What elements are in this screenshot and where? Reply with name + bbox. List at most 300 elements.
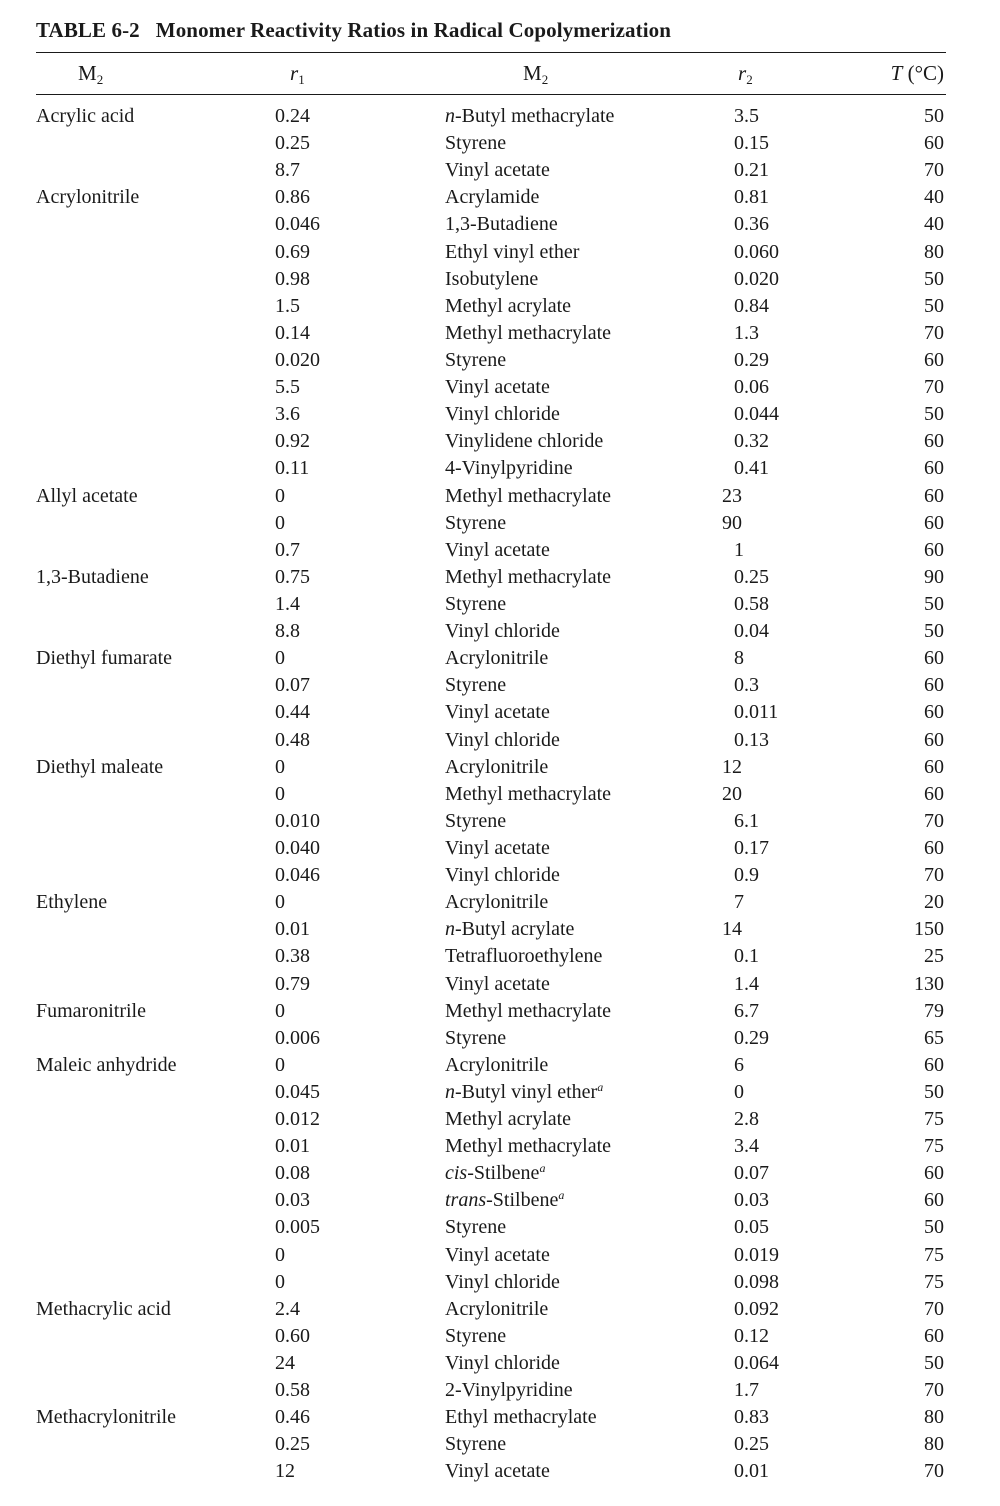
temperature-cell: 70 [924, 1460, 944, 1483]
monomer-2-name: Acrylonitrile [445, 755, 549, 778]
temperature-cell: 50 [924, 1352, 944, 1375]
temperature-cell: 75 [924, 1108, 944, 1131]
r1-cell: 0.010 [275, 809, 320, 832]
monomer-2-cell [445, 1458, 550, 1485]
r2-cell: 0.9 [734, 864, 759, 887]
r1-cell: 0.46 [275, 1406, 310, 1429]
table-row [0, 1431, 1000, 1458]
r2-cell: 0.58 [734, 592, 769, 615]
footnote-marker: a [539, 1161, 546, 1176]
monomer-2-cell [445, 211, 558, 238]
r1-cell: 0.7 [275, 538, 300, 561]
monomer-1-cell: Acrylic acid [36, 105, 135, 127]
header-monomer-1: $M_2$ [78, 61, 104, 87]
monomer-2-cell [445, 998, 611, 1025]
monomer-2-name: Methyl methacrylate [445, 999, 612, 1022]
table-row [0, 1214, 1000, 1241]
monomer-1-cell: 1,3-Butadiene [36, 565, 149, 588]
r1-cell: 0.006 [275, 1026, 320, 1049]
monomer-2-name: Methyl acrylate [445, 294, 572, 317]
r2-cell: 1 [734, 538, 744, 561]
monomer-2-cell [445, 455, 573, 482]
r2-cell: 0.84 [734, 294, 769, 317]
monomer-2-name: Vinyl chloride [445, 620, 560, 643]
monomer-2-cell [445, 1025, 506, 1052]
monomer-2-name: Ethyl methacrylate [445, 1406, 597, 1429]
monomer-1-cell: Maleic anhydride [36, 1053, 177, 1076]
table-row [0, 971, 1000, 998]
monomer-2-cell [445, 428, 603, 455]
monomer-2-name: Vinyl acetate [445, 972, 550, 995]
temperature-cell: 50 [924, 267, 944, 290]
r2-cell: 23 [722, 484, 742, 507]
temperature-cell: 40 [924, 186, 944, 209]
r1-cell: 0.58 [275, 1379, 310, 1402]
r2-cell: 0.41 [734, 457, 769, 480]
monomer-2-name: Vinyl acetate [445, 836, 550, 859]
table-row [0, 1404, 1000, 1431]
temperature-cell: 60 [924, 1324, 944, 1347]
monomer-2-cell [445, 293, 571, 320]
table-row [0, 537, 1000, 564]
monomer-2-name: Vinyl chloride [445, 403, 560, 426]
temperature-cell: 70 [924, 376, 944, 399]
monomer-1-cell: Diethyl fumarate [36, 647, 173, 670]
temperature-cell: 60 [924, 1053, 944, 1076]
r1-cell: 0.24 [275, 105, 310, 127]
monomer-2-cell [445, 1377, 573, 1404]
temperature-cell: 20 [924, 891, 944, 914]
monomer-2-name: Vinyl chloride [445, 728, 560, 751]
r2-cell: 0 [734, 1080, 744, 1103]
r2-cell: 0.12 [734, 1324, 769, 1347]
r1-cell: 0 [275, 891, 285, 914]
r1-cell: 0.60 [275, 1324, 310, 1347]
monomer-2-name: 1,3-Butadiene [445, 213, 558, 236]
monomer-2-name: Methyl methacrylate [445, 565, 612, 588]
temperature-cell: 60 [924, 647, 944, 670]
table-row [0, 645, 1000, 672]
monomer-1-cell: Methacrylic acid [36, 1297, 171, 1320]
r1-cell: 0.79 [275, 972, 310, 995]
monomer-2-cell [445, 401, 560, 428]
r2-cell: 0.25 [734, 565, 769, 588]
r1-cell: 1.4 [275, 592, 300, 615]
temperature-cell: 60 [924, 457, 944, 480]
monomer-2-name: Styrene [445, 809, 507, 832]
r1-cell: 0.08 [275, 1162, 310, 1185]
r1-cell: 0 [275, 1243, 285, 1266]
table-row [0, 808, 1000, 835]
r1-cell: 0.25 [275, 1433, 310, 1456]
temperature-cell: 70 [924, 159, 944, 182]
r1-cell: 0.92 [275, 430, 310, 453]
r1-cell: 0 [275, 484, 285, 507]
monomer-2-name: Acrylonitrile [445, 891, 549, 914]
r1-cell: 0 [275, 999, 285, 1022]
temperature-cell: 60 [924, 132, 944, 155]
r1-cell: 0 [275, 1270, 285, 1293]
table-caption: Monomer Reactivity Ratios in Radical Copolymerization [155, 18, 672, 42]
monomer-1-cell: Allyl acetate [36, 484, 138, 507]
monomer-2-cell [445, 184, 539, 211]
monomer-2-cell [445, 754, 548, 781]
temperature-cell: 60 [924, 755, 944, 778]
table-row [0, 1458, 1000, 1485]
footnote-marker: a [597, 1079, 604, 1094]
table-row [0, 1106, 1000, 1133]
monomer-2-cell [445, 347, 506, 374]
table-row [0, 320, 1000, 347]
monomer-2-cell [445, 1296, 548, 1323]
r1-cell: 0 [275, 511, 285, 534]
r1-cell: 0 [275, 755, 285, 778]
temperature-cell: 50 [924, 592, 944, 615]
r1-cell: 24 [275, 1352, 295, 1375]
r2-cell: 0.064 [734, 1352, 779, 1375]
r1-cell: 3.6 [275, 403, 300, 426]
monomer-2-name: -Stilbene [486, 1189, 559, 1212]
monomer-2-cell [445, 157, 550, 184]
table-row [0, 374, 1000, 401]
monomer-1-cell: Methacrylonitrile [36, 1406, 176, 1429]
monomer-2-name: Methyl acrylate [445, 1108, 572, 1131]
r1-cell: 0.020 [275, 348, 320, 371]
monomer-2-cell [445, 1404, 597, 1431]
monomer-2-name: Tetrafluoroethylene [445, 945, 603, 968]
r1-cell: 0.012 [275, 1108, 320, 1131]
table-row [0, 672, 1000, 699]
monomer-2-name: Styrene [445, 132, 507, 155]
monomer-2-prefix: n [445, 105, 455, 127]
temperature-cell: 65 [924, 1026, 944, 1049]
monomer-2-name: Acrylonitrile [445, 1297, 549, 1320]
monomer-2-cell [445, 564, 611, 591]
monomer-2-cell [445, 239, 579, 266]
monomer-2-cell [445, 672, 506, 699]
temperature-cell: 60 [924, 728, 944, 751]
r1-cell: 0.01 [275, 1135, 310, 1158]
monomer-2-cell [445, 483, 611, 510]
monomer-2-name: Acrylonitrile [445, 647, 549, 670]
r1-cell: 0.44 [275, 701, 310, 724]
monomer-2-name: Styrene [445, 511, 507, 534]
monomer-2-cell [445, 645, 548, 672]
monomer-2-cell [445, 130, 506, 157]
monomer-2-name: Vinylidene chloride [445, 430, 604, 453]
temperature-cell: 70 [924, 1297, 944, 1320]
monomer-2-cell [445, 808, 506, 835]
table-row [0, 727, 1000, 754]
r2-cell: 1.7 [734, 1379, 759, 1402]
r2-cell: 0.044 [734, 403, 779, 426]
r2-cell: 8 [734, 647, 744, 670]
r2-cell: 6 [734, 1053, 744, 1076]
r2-cell: 0.020 [734, 267, 779, 290]
monomer-2-name: Vinyl chloride [445, 864, 560, 887]
top-rule [36, 52, 946, 53]
monomer-2-cell [445, 103, 614, 130]
monomer-2-name: Ethyl vinyl ether [445, 240, 580, 263]
monomer-2-cell [445, 727, 560, 754]
monomer-2-cell [445, 1079, 603, 1106]
table-row [0, 916, 1000, 943]
r2-cell: 2.8 [734, 1108, 759, 1131]
monomer-2-name: Vinyl acetate [445, 159, 550, 182]
r2-cell: 0.01 [734, 1460, 769, 1483]
r2-cell: 3.5 [734, 105, 759, 127]
r2-cell: 0.092 [734, 1297, 779, 1320]
r2-cell: 0.21 [734, 159, 769, 182]
temperature-cell: 60 [924, 1162, 944, 1185]
table-row [0, 455, 1000, 482]
temperature-cell: 60 [924, 484, 944, 507]
temperature-cell: 50 [924, 1216, 944, 1239]
monomer-2-prefix: cis [445, 1162, 468, 1185]
monomer-2-cell [445, 510, 506, 537]
monomer-2-name: Styrene [445, 1026, 507, 1049]
footnote-marker: a [558, 1188, 565, 1203]
r2-cell: 0.1 [734, 945, 759, 968]
r1-cell: 0.86 [275, 186, 310, 209]
table-row [0, 889, 1000, 916]
r1-cell: 0.25 [275, 132, 310, 155]
r2-cell: 0.03 [734, 1189, 769, 1212]
temperature-cell: 60 [924, 348, 944, 371]
monomer-2-name: Vinyl acetate [445, 538, 550, 561]
table-row [0, 428, 1000, 455]
monomer-2-name: -Butyl vinyl ether [455, 1080, 598, 1103]
table-row [0, 1052, 1000, 1079]
r1-cell: 0.14 [275, 321, 310, 344]
table-row [0, 239, 1000, 266]
table-row [0, 510, 1000, 537]
r2-cell: 7 [734, 891, 744, 914]
table-row [0, 943, 1000, 970]
monomer-1-cell: Ethylene [36, 891, 108, 914]
table-row [0, 1079, 1000, 1106]
r2-cell: 0.29 [734, 1026, 769, 1049]
monomer-2-cell [445, 1214, 506, 1241]
temperature-cell: 50 [924, 1080, 944, 1103]
header-monomer-2: $M_2$ [523, 61, 549, 87]
monomer-2-name: 2-Vinylpyridine [445, 1379, 573, 1402]
r1-cell: 0.046 [275, 213, 320, 236]
table-row [0, 835, 1000, 862]
table-title [36, 18, 671, 43]
monomer-2-cell [445, 591, 506, 618]
temperature-cell: 60 [924, 430, 944, 453]
temperature-cell: 90 [924, 565, 944, 588]
temperature-cell: 70 [924, 864, 944, 887]
monomer-2-name: Vinyl acetate [445, 376, 550, 399]
r1-cell: 0.005 [275, 1216, 320, 1239]
temperature-cell: 50 [924, 294, 944, 317]
monomer-2-name: Styrene [445, 592, 507, 615]
monomer-2-prefix: n [445, 918, 455, 941]
r2-cell: 0.83 [734, 1406, 769, 1429]
table-body [0, 103, 1000, 1486]
monomer-2-name: 4-Vinylpyridine [445, 457, 573, 480]
table-row [0, 1269, 1000, 1296]
header-r1: $r_1$ [290, 61, 305, 87]
r1-cell: 8.8 [275, 620, 300, 643]
r2-cell: 0.25 [734, 1433, 769, 1456]
header-r2: $r_2$ [738, 61, 753, 87]
r2-cell: 0.81 [734, 186, 769, 209]
r1-cell: 0.48 [275, 728, 310, 751]
monomer-2-cell [445, 1106, 571, 1133]
monomer-2-cell [445, 1160, 545, 1187]
table-row [0, 781, 1000, 808]
r1-cell: 1.5 [275, 294, 300, 317]
temperature-cell: 75 [924, 1135, 944, 1158]
table-row [0, 347, 1000, 374]
r1-cell: 0.040 [275, 836, 320, 859]
temperature-cell: 75 [924, 1270, 944, 1293]
header-rule [36, 94, 946, 95]
temperature-cell: 70 [924, 321, 944, 344]
r1-cell: 12 [275, 1460, 295, 1483]
r2-cell: 6.7 [734, 999, 759, 1022]
monomer-2-cell [445, 1133, 611, 1160]
r1-cell: 0 [275, 647, 285, 670]
temperature-cell: 70 [924, 1379, 944, 1402]
table-row [0, 618, 1000, 645]
table-row [0, 1187, 1000, 1214]
table-number: TABLE 6-2 [36, 18, 140, 42]
monomer-1-cell: Fumaronitrile [36, 999, 146, 1022]
monomer-2-cell [445, 1350, 560, 1377]
r2-cell: 0.13 [734, 728, 769, 751]
r1-cell: 0.38 [275, 945, 310, 968]
r1-cell: 0.01 [275, 918, 310, 941]
temperature-cell: 80 [924, 240, 944, 263]
r2-cell: 0.36 [734, 213, 769, 236]
temperature-cell: 75 [924, 1243, 944, 1266]
monomer-2-cell [445, 835, 550, 862]
r2-cell: 0.3 [734, 674, 759, 697]
r2-cell: 0.32 [734, 430, 769, 453]
table-row [0, 564, 1000, 591]
temperature-cell: 80 [924, 1433, 944, 1456]
table-row [0, 1242, 1000, 1269]
monomer-2-cell [445, 266, 538, 293]
r1-cell: 2.4 [275, 1297, 300, 1320]
monomer-2-name: -Butyl methacrylate [455, 105, 615, 127]
monomer-2-cell [445, 320, 611, 347]
table-row [0, 1350, 1000, 1377]
monomer-2-name: Vinyl acetate [445, 701, 550, 724]
temperature-cell: 60 [924, 782, 944, 805]
monomer-2-name: Methyl methacrylate [445, 321, 612, 344]
temperature-cell: 80 [924, 1406, 944, 1429]
temperature-cell: 60 [924, 701, 944, 724]
monomer-2-cell [445, 862, 560, 889]
r2-cell: 0.060 [734, 240, 779, 263]
temperature-cell: 60 [924, 674, 944, 697]
monomer-2-cell [445, 781, 611, 808]
temperature-cell: 60 [924, 1189, 944, 1212]
table-row [0, 293, 1000, 320]
r2-cell: 0.011 [734, 701, 779, 724]
r1-cell: 0.07 [275, 674, 310, 697]
r2-cell: 0.17 [734, 836, 769, 859]
temperature-cell: 60 [924, 511, 944, 534]
monomer-2-cell [445, 889, 548, 916]
temperature-cell: 79 [924, 999, 944, 1022]
monomer-2-cell [445, 374, 550, 401]
table-row [0, 184, 1000, 211]
monomer-2-name: Styrene [445, 1324, 507, 1347]
table-row [0, 211, 1000, 238]
temperature-cell: 150 [914, 918, 944, 941]
table-row [0, 1377, 1000, 1404]
temperature-cell: 60 [924, 538, 944, 561]
table-row [0, 103, 1000, 130]
monomer-2-cell [445, 1187, 564, 1214]
r2-cell: 20 [722, 782, 742, 805]
r1-cell: 0.045 [275, 1080, 320, 1103]
r1-cell: 0 [275, 1053, 285, 1076]
r2-cell: 0.019 [734, 1243, 779, 1266]
temperature-cell: 40 [924, 213, 944, 236]
monomer-2-name: -Stilbene [467, 1162, 540, 1185]
monomer-2-cell [445, 1242, 550, 1269]
monomer-2-name: Vinyl chloride [445, 1352, 560, 1375]
temperature-cell: 70 [924, 809, 944, 832]
r2-cell: 90 [722, 511, 742, 534]
monomer-2-name: Methyl methacrylate [445, 1135, 612, 1158]
monomer-2-name: Vinyl chloride [445, 1270, 560, 1293]
table-row [0, 591, 1000, 618]
r1-cell: 0 [275, 782, 285, 805]
table-row [0, 1323, 1000, 1350]
table-row [0, 699, 1000, 726]
monomer-2-name: Acrylamide [445, 186, 540, 209]
header-temperature: T (°C) [890, 61, 944, 85]
monomer-2-name: Isobutylene [445, 267, 539, 290]
r1-cell: 0.03 [275, 1189, 310, 1212]
r2-cell: 0.07 [734, 1162, 769, 1185]
monomer-2-name: Styrene [445, 674, 507, 697]
r1-cell: 0.75 [275, 565, 310, 588]
monomer-2-name: Styrene [445, 348, 507, 371]
r2-cell: 3.4 [734, 1135, 759, 1158]
monomer-2-prefix: n [445, 1080, 455, 1103]
r1-cell: 0.11 [275, 457, 310, 480]
table-row [0, 754, 1000, 781]
monomer-2-name: Styrene [445, 1216, 507, 1239]
monomer-2-cell [445, 699, 550, 726]
temperature-cell: 50 [924, 105, 944, 127]
table-row [0, 862, 1000, 889]
monomer-1-cell: Diethyl maleate [36, 755, 164, 778]
r1-cell: 0.98 [275, 267, 310, 290]
table-row [0, 401, 1000, 428]
r2-cell: 12 [722, 755, 742, 778]
r2-cell: 0.29 [734, 348, 769, 371]
temperature-cell: 50 [924, 403, 944, 426]
monomer-2-name: Vinyl acetate [445, 1460, 550, 1483]
monomer-2-prefix: trans [445, 1189, 487, 1212]
temperature-cell: 60 [924, 836, 944, 859]
temperature-cell: 50 [924, 620, 944, 643]
table-row [0, 130, 1000, 157]
table-row [0, 1160, 1000, 1187]
r2-cell: 1.4 [734, 972, 759, 995]
monomer-2-cell [445, 1323, 506, 1350]
